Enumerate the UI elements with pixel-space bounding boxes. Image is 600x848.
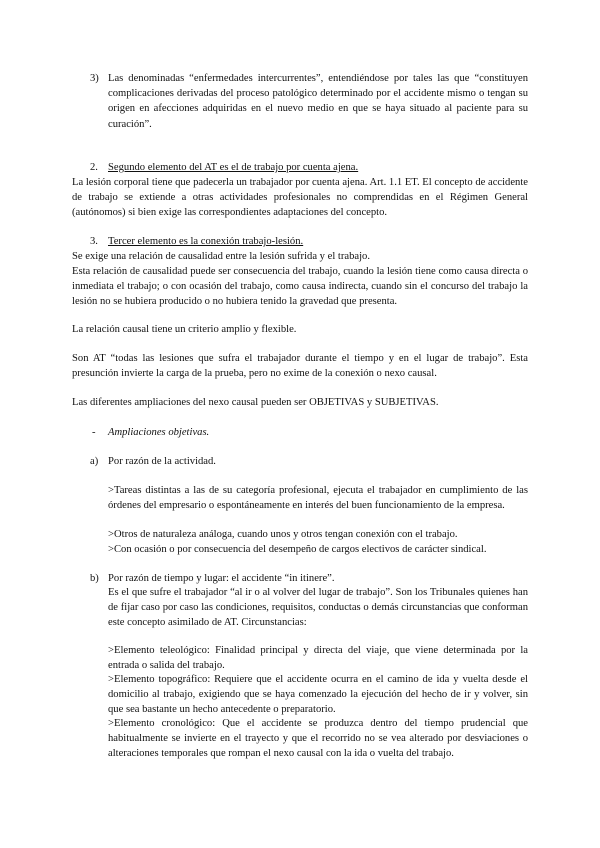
item-b-number: b) <box>90 573 99 584</box>
item-b-intro: Es el que sufre el trabajador “al ir o al volver del lugar de trabajo”. Son los Tribunales quienes han de fijar caso por caso las condiciones, requisitos, conductas o demás circunstancias que conforman este concepto asimilado de AT. Circunstancias: <box>108 587 528 629</box>
item-a-p1: >Tareas distintas a las de su categoría profesional, ejecuta el trabajador en cumplimiento de las órdenes del empresario o espontáneamente en interés del buen funcionamiento de la empresa. <box>108 485 528 512</box>
section-3-number: 3. <box>90 236 98 247</box>
section-2-number: 2. <box>90 162 98 173</box>
section-3-title: Tercer elemento es la conexión trabajo-lesión. <box>108 236 304 247</box>
section-2-body: La lesión corporal tiene que padecerla un trabajador por cuenta ajena. Art. 1.1 ET. El concepto de accidente de trabajo se extiende a otras actividades profesionales no comprendidas en el Régimen General (autónomos) si bien exige las correspondientes adaptaciones del concepto. <box>72 177 528 219</box>
item-3-number: 3) <box>90 73 99 84</box>
item-a-p3: >Con ocasión o por consecuencia del desempeño de cargos electivos de carácter sindical. <box>108 544 487 555</box>
item-a-p2: >Otros de naturaleza análoga, cuando unos y otros tengan conexión con el trabajo. <box>108 529 458 540</box>
section-3-body: Esta relación de causalidad puede ser consecuencia del trabajo, cuando la lesión tiene como causa directa o inmediata el trabajo; o con ocasión del trabajo, como causa indirecta, cuando sin el concurso del trabajo la lesión no se hubiera producido o no hubiera tenido la gravedad que presenta. <box>72 266 528 308</box>
item-b-p3: >Elemento cronológico: Que el accidente se produzca dentro del tiempo prudencial que habitualmente se invierte en el trayecto y que el recorrido no se vea alterado por desviaciones o alteraciones temporales que rompan el nexo causal con la ida o vuelta del trabajo. <box>108 718 528 760</box>
paragraph-criterio: La relación causal tiene un criterio amplio y flexible. <box>72 324 297 335</box>
item-b-title: Por razón de tiempo y lugar: el accidente “in itinere”. <box>108 573 335 584</box>
paragraph-presuncion: Son AT “todas las lesiones que sufra el trabajador durante el tiempo y en el lugar de trabajo”. Esta presunción invierte la carga de la prueba, pero no exime de la conexión o nexo causal. <box>72 353 528 380</box>
item-3-text: Las denominadas “enfermedades intercurrentes”, entendiéndose por tales las que “constituyen complicaciones derivadas del proceso patológico determinado por el accidente mismo o tengan su origen en afecciones adquiridas en el nuevo medio en que se haya situado al paciente para su curación”. <box>108 73 528 130</box>
section-2-title: Segundo elemento del AT es el de trabajo por cuenta ajena. <box>108 162 359 173</box>
item-a-title: Por razón de la actividad. <box>108 456 216 467</box>
section-3-line1: Se exige una relación de causalidad entre la lesión sufrida y el trabajo. <box>72 251 370 262</box>
item-a-number: a) <box>90 456 99 467</box>
paragraph-ampliaciones: Las diferentes ampliaciones del nexo causal pueden ser OBJETIVAS y SUBJETIVAS. <box>72 397 439 408</box>
bullet-objetivas: Ampliaciones objetivas. <box>108 427 210 438</box>
item-b-p1: >Elemento teleológico: Finalidad principal y directa del viaje, que viene determinada por la entrada o salida del trabajo. <box>108 645 528 672</box>
item-b-p2: >Elemento topográfico: Requiere que el accidente ocurra en el camino de ida y vuelta desde el domicilio al trabajo, exigiendo que se haya comenzado la ejecución del hecho de ir y volver, sin que sea bastante un hecho antecedente o preparatorio. <box>108 674 528 716</box>
bullet-dash: - <box>92 427 96 438</box>
